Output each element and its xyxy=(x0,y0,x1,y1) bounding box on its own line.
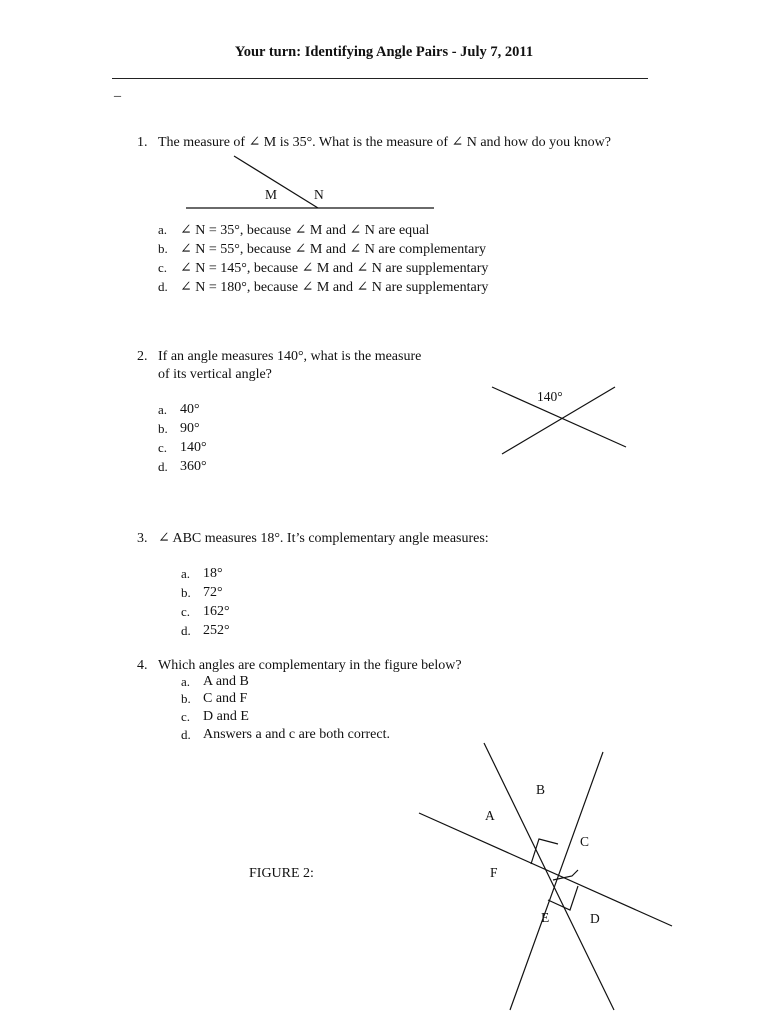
q1-label-m: M xyxy=(265,187,278,202)
fig2-label-a: A xyxy=(485,808,495,823)
q2-option-d[interactable]: d. 360° xyxy=(158,459,207,474)
question-number: 3. xyxy=(137,531,148,546)
figure2-diagram xyxy=(419,743,672,1010)
q1-option-a[interactable]: a. ∠ N = 35°, because ∠ M and ∠ N are equal xyxy=(158,222,430,238)
fig2-label-b: B xyxy=(536,782,546,797)
question-number: 2. xyxy=(137,349,148,364)
q2-angle-label: 140° xyxy=(537,389,563,404)
fig2-right-angle-lower xyxy=(548,886,578,910)
fig2-label-f: F xyxy=(490,865,498,880)
page-title: Your turn: Identifying Angle Pairs - July 7, 2011 xyxy=(234,44,534,60)
fig2-line-steep-up xyxy=(510,752,603,1010)
q3-option-a[interactable]: a. 18° xyxy=(181,566,223,581)
title-underscore: _ xyxy=(114,84,121,99)
q1-option-b[interactable]: b. ∠ N = 55°, because ∠ M and ∠ N are complementary xyxy=(158,241,487,257)
figure2-caption: FIGURE 2: xyxy=(249,866,314,881)
q1-label-n: N xyxy=(314,187,324,202)
question-text: The measure of ∠ M is 35°. What is the measure of ∠ N and how do you know? xyxy=(158,135,611,150)
q4-option-c[interactable]: c. D and E xyxy=(181,709,249,724)
q4-option-b[interactable]: b. C and F xyxy=(181,691,248,706)
fig2-right-angle-upper xyxy=(531,839,558,864)
fig2-line-steep-down xyxy=(484,743,614,1010)
q3-option-c[interactable]: c. 162° xyxy=(181,604,230,619)
q1-angle-figure xyxy=(186,156,434,208)
q4-option-a[interactable]: a. A and B xyxy=(181,674,249,689)
q4-option-d[interactable]: d. Answers a and c are both correct. xyxy=(181,727,390,742)
question-number: 1. xyxy=(137,135,148,150)
fig2-label-c: C xyxy=(580,834,590,849)
question-text: ∠ ABC measures 18°. It’s complementary angle measures: xyxy=(158,531,489,546)
fig2-label-e: E xyxy=(541,910,550,925)
q1-option-c[interactable]: c. ∠ N = 145°, because ∠ M and ∠ N are supplementary xyxy=(158,260,489,276)
fig2-label-d: D xyxy=(590,911,600,926)
q3-option-d[interactable]: d. 252° xyxy=(181,623,230,638)
question-text-line-1: If an angle measures 140°, what is the measure xyxy=(158,349,422,364)
q3-option-b[interactable]: b. 72° xyxy=(181,585,223,600)
q2-option-b[interactable]: b. 90° xyxy=(158,421,200,436)
q2-option-c[interactable]: c. 140° xyxy=(158,440,207,455)
q2-option-a[interactable]: a. 40° xyxy=(158,402,200,417)
q1-option-d[interactable]: d. ∠ N = 180°, because ∠ M and ∠ N are supplementary xyxy=(158,279,489,295)
question-2-line-2: of its vertical angle? xyxy=(158,367,272,382)
question-text: Which angles are complementary in the figure below? xyxy=(158,658,462,673)
question-number: 4. xyxy=(137,658,148,673)
